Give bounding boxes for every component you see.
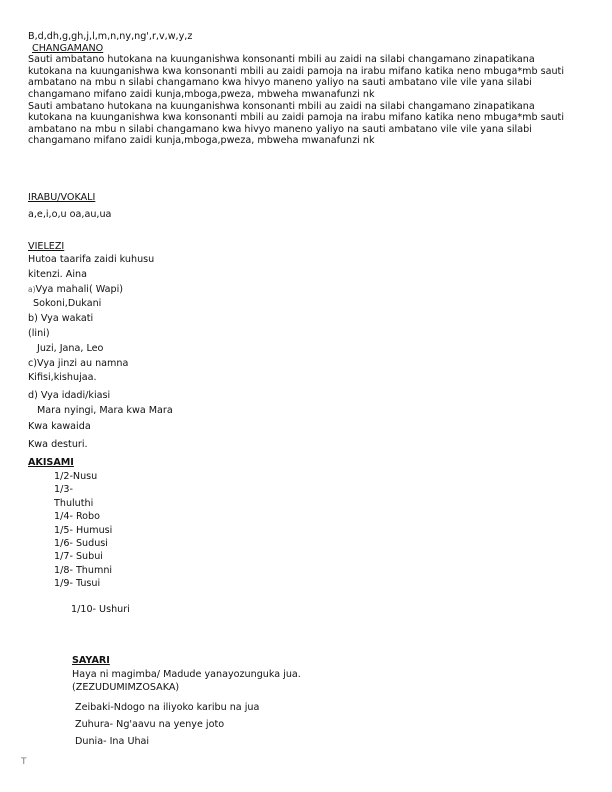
vielezi-extra: Kwa desturi.	[28, 438, 88, 450]
sayari-heading: SAYARI	[72, 655, 110, 666]
vielezi-b-examples: Juzi, Jana, Leo	[37, 342, 104, 354]
fraction-item: 1/3-	[54, 484, 73, 496]
changamano-paragraph-1	[28, 54, 594, 100]
paragraph-line: Sauti ambatano hutokana na kuunganishwa konsonanti mbili au zaidi na silabi changamano zinapatikana	[28, 100, 535, 112]
irabu-vowels: a,e,i,o,u oa,au,ua	[28, 208, 112, 220]
changamano-paragraph-2	[28, 101, 594, 147]
fraction-item: 1/6- Sudusi	[54, 537, 108, 549]
vielezi-d-examples: Mara nyingi, Mara kwa Mara	[37, 404, 173, 416]
paragraph-line: ambatano na mbu n silabi changamano kwa hivyo maneno yaliyo na sauti ambatano vile vile yana silabi	[28, 77, 532, 89]
paragraph-line: Sauti ambatano hutokana na kuunganishwa konsonanti mbili au zaidi na silabi changamano zinapatikana	[28, 54, 535, 66]
consonant-letters: B,d,dh,g,gh,j,l,m,n,ny,ng',r,v,w,y,z	[28, 31, 193, 42]
sayari-mnemonic: (ZEZUDUMIMZOSAKA)	[72, 682, 180, 694]
footer-mark: T	[21, 757, 27, 767]
fraction-item: 1/4- Robo	[54, 511, 101, 523]
vielezi-item-b: b) Vya wakati	[28, 313, 94, 325]
vielezi-extra: Kwa kawaida	[28, 420, 91, 432]
akisami-heading: AKISAMI	[28, 457, 74, 468]
fraction-item-last: 1/10- Ushuri	[71, 604, 130, 615]
vielezi-item-d: d) Vya idadi/kiasi	[28, 390, 111, 402]
fraction-item: 1/8- Thumni	[54, 564, 113, 576]
paragraph-line: changamano mifano zaidi kunja,mboga,pweza, mbweha mwanafunzi nk	[28, 88, 375, 100]
planet-item: Zuhura- Ng'aavu na yenye joto	[75, 719, 225, 730]
vielezi-item-a: a)Vya mahali( Wapi)	[28, 283, 123, 295]
fraction-item: 1/7- Subui	[54, 551, 103, 563]
vielezi-desc-line: Hutoa taarifa zaidi kuhusu	[28, 254, 155, 265]
item-a-marker: a)	[28, 284, 36, 294]
vielezi-a-examples: Sokoni,Dukani	[33, 298, 102, 310]
vielezi-b-sub: (lini)	[28, 327, 50, 339]
planet-item: Zeibaki-Ndogo na iliyoko karibu na jua	[75, 702, 260, 713]
vielezi-item-c: c)Vya jinzi au namna	[28, 357, 129, 369]
planet-item: Dunia- Ina Uhai	[75, 736, 150, 747]
paragraph-line: kutokana na kuunganishwa kwa konsonanti mbili au zaidi pamoja na irabu mifano katika neno mbuga*mb sauti	[28, 112, 564, 124]
paragraph-line: changamano mifano zaidi kunja,mboga,pweza, mbweha mwanafunzi nk	[28, 135, 375, 147]
fraction-item: 1/2-Nusu	[54, 471, 98, 482]
vielezi-heading: VIELEZI	[28, 241, 65, 252]
fraction-item: 1/5- Humusi	[54, 524, 113, 536]
vielezi-desc-line: kitenzi. Aina	[28, 268, 87, 280]
sayari-desc: Haya ni magimba/ Madude yanayozunguka jua.	[72, 668, 301, 680]
irabu-heading: IRABU/VOKALI	[28, 192, 96, 203]
paragraph-line: ambatano na mbu n silabi changamano kwa hivyo maneno yaliyo na sauti ambatano vile vile yana silabi	[28, 123, 532, 135]
vielezi-c-examples: Kifisi,kishujaa.	[28, 372, 97, 384]
fraction-item: 1/9- Tusui	[54, 578, 101, 590]
changamano-heading: CHANGAMANO	[32, 42, 104, 54]
paragraph-line: kutokana na kuunganishwa kwa konsonanti mbili au zaidi pamoja na irabu mifano katika neno mbuga*mb sauti	[28, 65, 564, 77]
fraction-item: Thuluthi	[54, 497, 94, 509]
